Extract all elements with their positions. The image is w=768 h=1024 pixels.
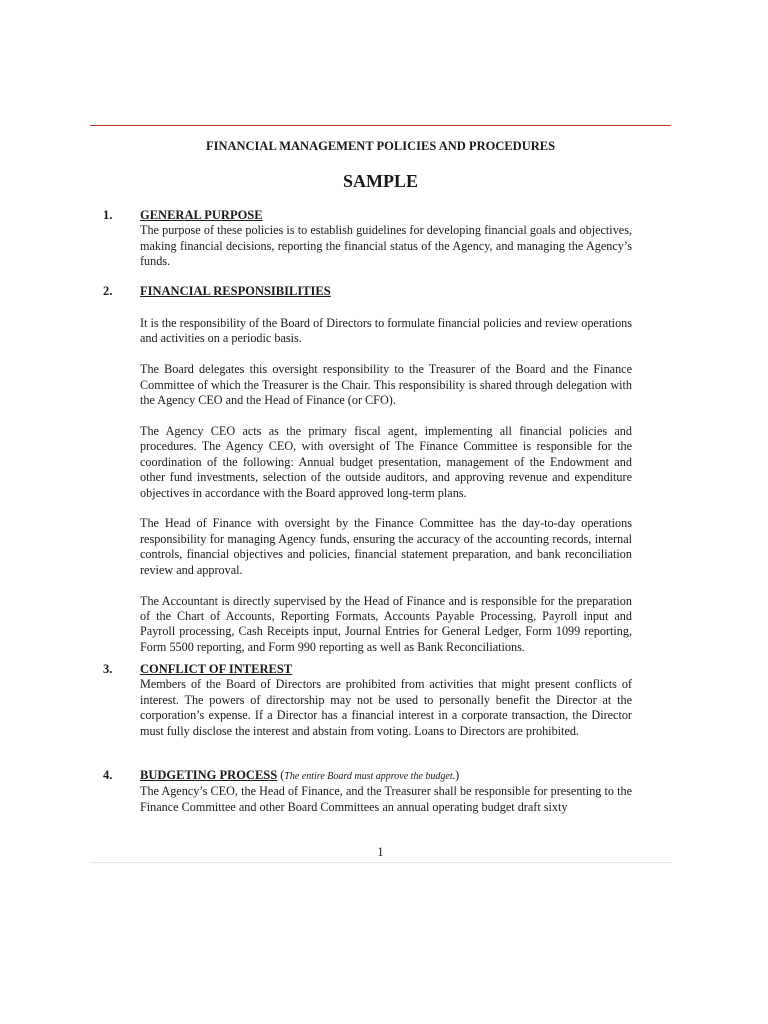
section-number: 3. [103,662,113,676]
note-close-paren: ) [455,768,460,782]
paragraph: The Agency’s CEO, the Head of Finance, and the Treasurer shall be responsible for presenting to the Finance Committee and other Board Committees an annual operating budget draft sixty [140,784,632,814]
document-subtitle: SAMPLE [342,171,418,191]
section-heading: GENERAL PURPOSE [140,208,263,222]
section-number: 1. [103,208,113,222]
paragraph: Members of the Board of Directors are prohibited from activities that might present conflicts of interest. The powers of directorship may not be used to personally benefit the Director at the corporation’s expense. If a Director has a financial interest in a corporate transaction, the Director must fully disclose the interest and abstain from voting. Loans to Directors are prohibited. [140,677,632,738]
paragraph: The Board delegates this oversight responsibility to the Treasurer of the Board and the Finance Committee of which the Treasurer is the Chair. This responsibility is shared through delegation with the Agency CEO and the Head of Finance (or CFO). [140,362,632,408]
page-number: 1 [377,845,384,859]
document-title: FINANCIAL MANAGEMENT POLICIES AND PROCEDURES [205,139,556,153]
section-body [140,662,632,739]
paragraph: The purpose of these policies is to establish guidelines for developing financial goals and objectives, making financial decisions, reporting the financial status of the Agency, and managing the Agency’s funds. [140,223,632,269]
section-number: 2. [103,284,113,298]
paragraph: The Head of Finance with oversight by the Finance Committee has the day-to-day operations responsibility for managing Agency funds, ensuring the accuracy of the accounting records, internal controls, financial objectives and policies, financial statement preparation, and bank reconciliation review and approval. [140,516,632,577]
section-heading: FINANCIAL RESPONSIBILITIES [140,284,331,298]
paragraph: The Accountant is directly supervised by the Head of Finance and is responsible for the preparation of the Chart of Accounts, Reporting Formats, Accounts Payable Processing, Payroll input and Payroll processing, Cash Receipts input, Journal Entries for General Ledger, Form 1099 reporting, Form 5500 reporting, and Form 990 reporting as well as Bank Reconciliations. [140,593,632,654]
section-heading: CONFLICT OF INTEREST [140,662,293,676]
section-number: 4. [103,768,113,782]
section-note: The entire Board must approve the budget. [284,771,456,782]
section-heading-row [140,768,632,784]
paragraph: It is the responsibility of the Board of Directors to formulate financial policies and review operations and activities on a periodic basis. [140,315,632,346]
section-body [140,768,632,815]
section-body [140,208,632,270]
footer-rule [90,862,671,863]
paragraph: The Agency CEO acts as the primary fiscal agent, implementing all financial policies and procedures. The Agency CEO, with oversight of The Finance Committee is responsible for the coordination of the following: Annual budget presentation, management of the Endowment and other fund investments, selection of the outside auditors, and approving revenue and expenditure objectives in accordance with the Board approved long-term plans. [140,423,632,500]
note-open-paren: ( [280,768,285,782]
section-body [140,284,632,655]
section-heading: BUDGETING PROCESS [140,768,278,782]
header-rule [90,125,671,126]
